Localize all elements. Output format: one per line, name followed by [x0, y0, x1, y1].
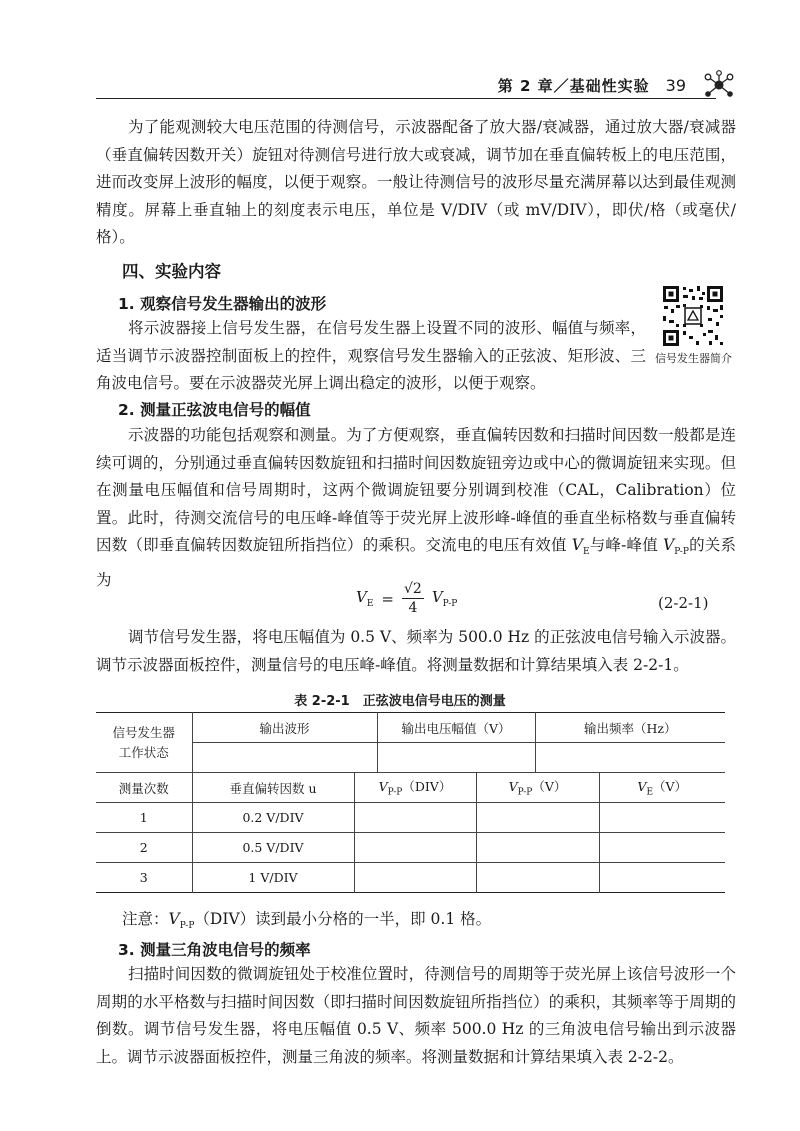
vpp-v-v: V — [508, 779, 518, 795]
qr-code[interactable] — [661, 284, 725, 348]
th-ve-v — [599, 773, 725, 803]
eq-fraction — [402, 580, 424, 617]
ve-symbol: V — [571, 536, 583, 554]
eq-rhs: V — [431, 588, 443, 606]
th-vpp-div — [354, 773, 476, 803]
table-row — [96, 863, 725, 893]
item1-paragraph: 将示波器接上信号发生器，在信号发生器上设置不同的波形、幅值与频率，适当调节示波器控制面板上的控件，观察信号发生器输入的正弦波、矩形波、三角波电信号。要在示波器荧光屏上调出稳定的波形，以便于观察。 — [96, 319, 646, 392]
table-top — [96, 712, 725, 773]
vpp-v-unit: （V） — [532, 779, 567, 795]
note-v: V — [168, 910, 180, 928]
ve-v-unit: （V） — [653, 779, 688, 795]
note-sub: P-P — [179, 921, 195, 932]
cell-vpp-v[interactable] — [476, 833, 599, 863]
eq-lhs-sub: E — [366, 599, 374, 609]
th-frequency: 输出频率（Hz） — [535, 713, 725, 743]
cell-ve-v[interactable] — [599, 803, 725, 833]
ve-v-sub: E — [646, 787, 654, 798]
table-title: 表 2-2-1 正弦波电信号电压的测量 — [294, 694, 506, 709]
eq-rhs-sub: P-P — [442, 599, 458, 609]
row-number: 3 — [96, 863, 192, 893]
row-factor: 0.5 V/DIV — [192, 833, 354, 863]
row-number: 2 — [96, 833, 192, 863]
cell-vpp-div[interactable] — [354, 803, 476, 833]
equation-number: (2-2-1) — [658, 594, 709, 612]
cell-amplitude[interactable] — [377, 743, 535, 773]
cell-waveform[interactable] — [192, 743, 377, 773]
vpp-subscript: P-P — [674, 547, 689, 558]
page-number: 39 — [665, 75, 686, 95]
item3-heading: 3. 测量三角波电信号的频率 — [118, 941, 311, 959]
th-factor: 垂直偏转因数 u — [192, 773, 354, 803]
qr-caption: 信号发生器简介 — [655, 352, 732, 365]
qr-block[interactable] — [655, 284, 731, 366]
item2-paragraph — [96, 422, 736, 594]
ve-v-v: V — [637, 779, 647, 795]
gen-state-label: 信号发生器 工作状态 — [96, 713, 192, 773]
table-row — [96, 803, 725, 833]
eq-numerator: √2 — [404, 581, 422, 597]
eq-equals: = — [381, 589, 394, 608]
item2-text-b: 与峰-峰值 — [589, 536, 664, 554]
cell-vpp-v[interactable] — [476, 803, 599, 833]
cell-ve-v[interactable] — [599, 833, 725, 863]
row-factor: 1 V/DIV — [192, 863, 354, 893]
th-amplitude: 输出电压幅值（V） — [377, 713, 535, 743]
vpp-v-sub: P-P — [517, 787, 533, 798]
vpp-div-v: V — [378, 779, 388, 795]
row-number: 1 — [96, 803, 192, 833]
vpp-symbol: V — [663, 536, 675, 554]
cell-vpp-div[interactable] — [354, 833, 476, 863]
chapter-title: 第 2 章／基础性实验 — [497, 76, 650, 95]
section-heading: 四、实验内容 — [122, 262, 221, 281]
vpp-div-unit: （DIV） — [402, 779, 452, 795]
molecule-icon — [702, 70, 736, 100]
note-text: （DIV）读到最小分格的一半，即 0.1 格。 — [194, 910, 492, 928]
item2-heading: 2. 测量正弦波电信号的幅值 — [118, 401, 311, 419]
cell-ve-v[interactable] — [599, 863, 725, 893]
th-count: 测量次数 — [96, 773, 192, 803]
table-row — [96, 833, 725, 863]
item2-text-a: 示波器的功能包括观察和测量。为了方便观察，垂直偏转因数和扫描时间因数一般都是连续可调的，分别通过垂直偏转因数旋钮和扫描时间因数旋钮旁边或中心的微调旋钮来实现。但在测量电压幅值和信号周期时，这两个微调旋钮要分别调到校准（CAL，Calibration）位置。此时，待测交流信号的电压峰-峰值等于荧光屏上波形峰-峰值的垂直坐标格数与垂直偏转因数（即垂直偏转因数旋钮所指挡位）的乘积。交流电的电压有效值 — [96, 426, 736, 554]
item2-text-c: 的关系为 — [96, 536, 736, 589]
row-factor: 0.2 V/DIV — [192, 803, 354, 833]
table-measurements — [96, 772, 725, 893]
item3-paragraph: 扫描时间因数的微调旋钮处于校准位置时，待测信号的周期等于荧光屏上该信号波形一个周期的水平格数与扫描时间因数（即扫描时间因数旋钮所指挡位）的乘积，其频率等于周期的倒数。调节信号发生器，将电压幅值 0.5 V、频率 500.0 Hz 的三角波电信号输出到示波器上。调节示波器面板控件，测量三角波的频率。将测量数据和计算结果填入表 2-2-2。 — [96, 965, 736, 1066]
cell-vpp-div[interactable] — [354, 863, 476, 893]
th-vpp-v — [476, 773, 599, 803]
cell-vpp-v[interactable] — [476, 863, 599, 893]
cell-frequency[interactable] — [535, 743, 725, 773]
th-waveform: 输出波形 — [192, 713, 377, 743]
note-prefix: 注意： — [122, 910, 169, 928]
header-rule — [96, 98, 716, 99]
item2-paragraph-after: 调节信号发生器，将电压幅值为 0.5 V、频率为 500.0 Hz 的正弦波电信号输入示波器。调节示波器面板控件，测量信号的电压峰-峰值。将测量数据和计算结果填入表 2-2-1。 — [96, 628, 736, 674]
intro-paragraph: 为了能观测较大电压范围的待测信号，示波器配备了放大器/衰减器，通过放大器/衰减器（垂直偏转因数开关）旋钮对待测信号进行放大或衰减，调节加在垂直偏转板上的电压范围，进而改变屏上波形的幅度，以便于观察。一般让待测信号的波形尽量充满屏幕以达到最佳观测精度。屏幕上垂直轴上的刻度表示电压，单位是 V/DIV（或 mV/DIV），即伏/格（或毫伏/格）。 — [96, 118, 736, 246]
ve-subscript: E — [582, 547, 590, 558]
eq-denominator: 4 — [408, 600, 418, 616]
equation — [356, 580, 457, 617]
note — [96, 906, 736, 941]
item1-heading: 1. 观察信号发生器输出的波形 — [118, 295, 327, 313]
vpp-div-sub: P-P — [387, 787, 403, 798]
running-header — [498, 70, 736, 100]
eq-lhs: V — [356, 588, 367, 606]
